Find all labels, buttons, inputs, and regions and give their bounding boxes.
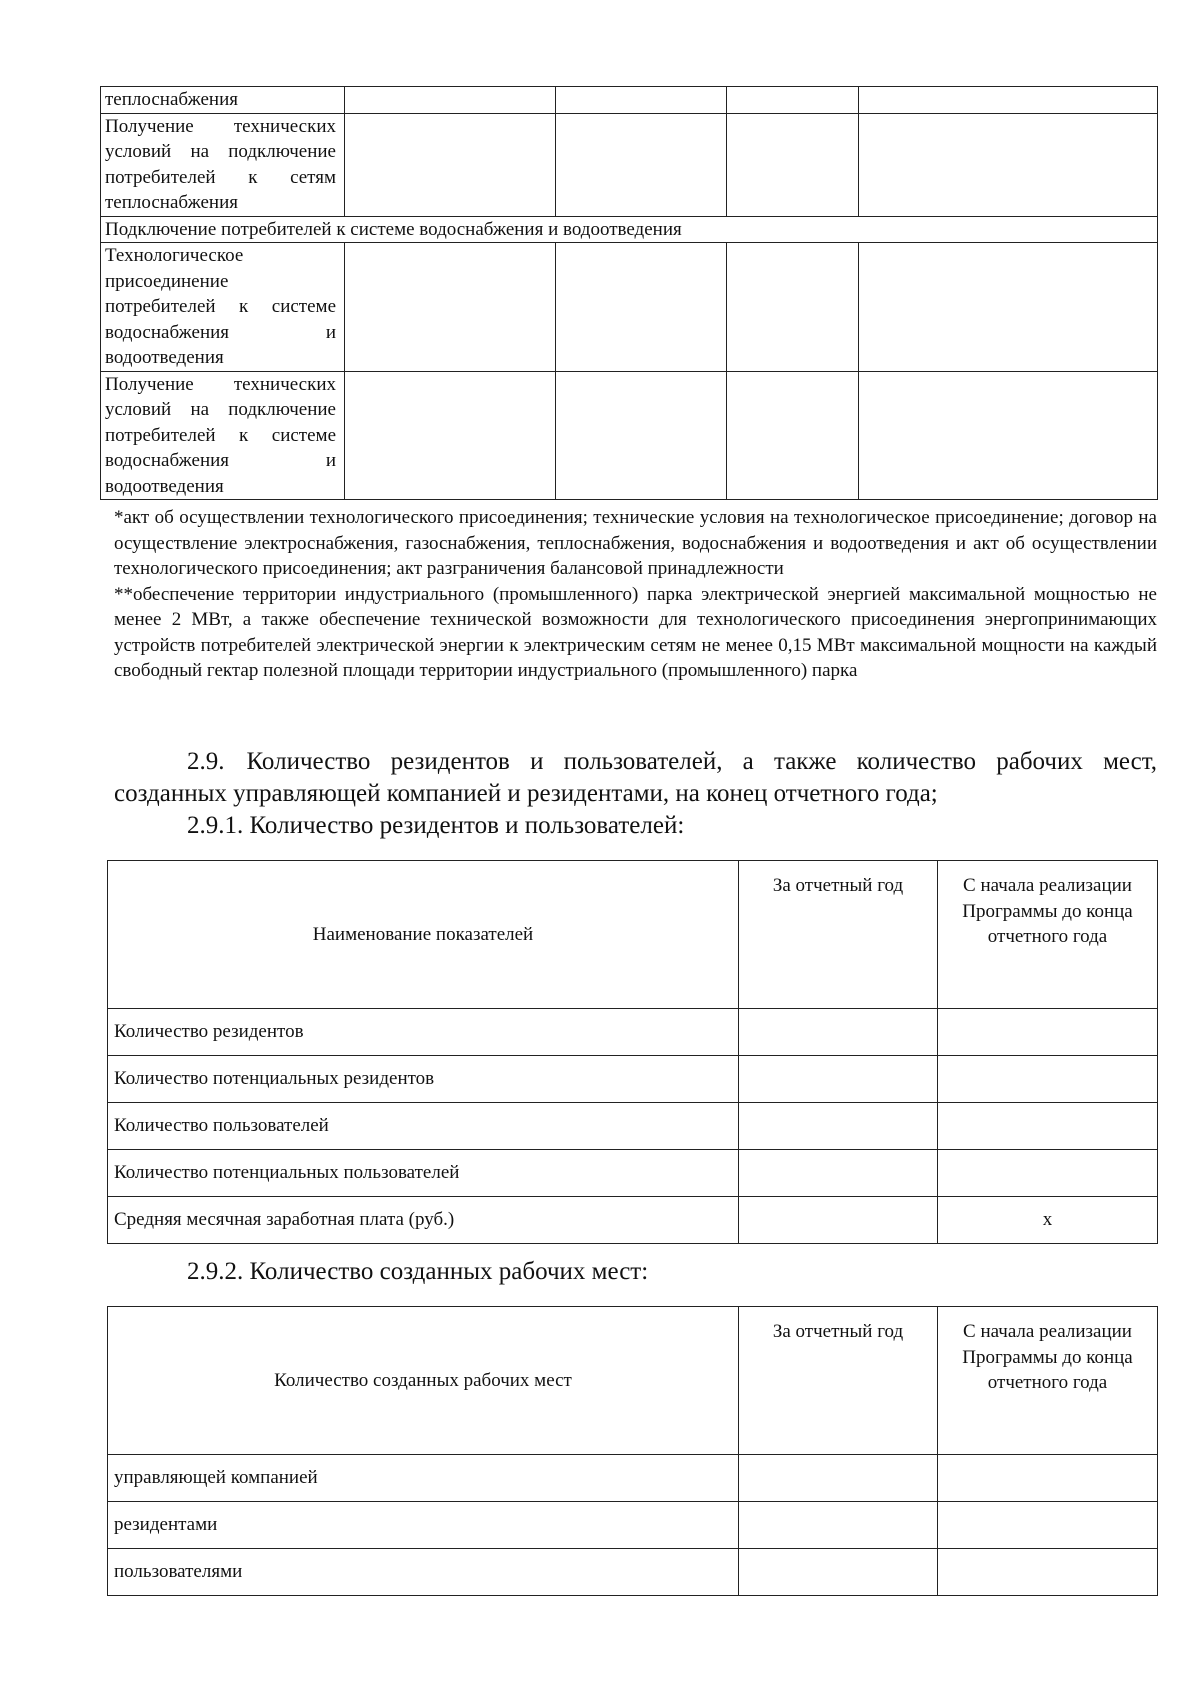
header-reporting-year: За отчетный год: [739, 1307, 938, 1455]
header-since-start: С начала реализации Программы до конца отчетного года: [938, 1307, 1158, 1455]
table-cell: [859, 87, 1158, 114]
table-row: [101, 243, 1158, 372]
section-row: [101, 216, 1158, 243]
table-row: [101, 371, 1158, 500]
table-row: [108, 1103, 1158, 1150]
table-row: [108, 1150, 1158, 1197]
header-reporting-year: За отчетный год: [739, 861, 938, 1009]
section-2-9-paragraph: [114, 746, 1157, 810]
cell-year: [739, 1197, 938, 1244]
subsection-2-9-1-title: 2.9.1. Количество резидентов и пользователей:: [187, 812, 685, 839]
footnotes: [114, 505, 1157, 684]
footnote-1: *акт об осуществлении технологического присоединения; технические условия на технологическое присоединение; договор на осуществление электроснабжения, газоснабжения, теплоснабжения, водоснабжения и водоотведения и акт об осуществлении технологического присоединения; акт разграничения балансовой принадлежности: [114, 507, 1157, 579]
cell-year: [739, 1056, 938, 1103]
table-row: [108, 1009, 1158, 1056]
cell-year: [739, 1549, 938, 1596]
table-row: [108, 1197, 1158, 1244]
cell-year: [739, 1150, 938, 1197]
table-cell: [556, 371, 727, 500]
cell-since: [938, 1455, 1158, 1502]
residents-table: [107, 860, 1158, 1244]
row-label: Средняя месячная заработная плата (руб.): [108, 1197, 739, 1244]
table-cell: [556, 243, 727, 372]
table-header-row: [108, 861, 1158, 1009]
row-label: Получение технических условий на подключение потребителей к системе водоснабжения и водоотведения: [101, 371, 345, 500]
table-header-row: [108, 1307, 1158, 1455]
row-label: Получение технических условий на подключение потребителей к сетям теплоснабжения: [101, 113, 345, 216]
table-cell: [859, 113, 1158, 216]
cell-since: [938, 1549, 1158, 1596]
table-cell: [345, 87, 556, 114]
connection-table: [100, 86, 1158, 500]
section-label: Подключение потребителей к системе водоснабжения и водоотведения: [101, 216, 1158, 243]
table-cell: [727, 243, 859, 372]
row-label: пользователями: [108, 1549, 739, 1596]
table-cell: [345, 113, 556, 216]
cell-since: [938, 1103, 1158, 1150]
table-cell: [345, 243, 556, 372]
table-row: [108, 1455, 1158, 1502]
header-name: Наименование показателей: [108, 861, 739, 1009]
cell-since: [938, 1056, 1158, 1103]
section-text: Количество резидентов и пользователей, а также количество рабочих мест, созданных управляющей компанией и резидентами, на конец отчетного года;: [114, 748, 1157, 807]
row-label: управляющей компанией: [108, 1455, 739, 1502]
cell-year: [739, 1455, 938, 1502]
header-since-start: С начала реализации Программы до конца отчетного года: [938, 861, 1158, 1009]
table-row: [108, 1549, 1158, 1596]
cell-year: [739, 1009, 938, 1056]
footnote-2: **обеспечение территории индустриального (промышленного) парка электрической энергией максимальной мощностью не менее 2 МВт, а также обеспечение технической возможности для технологического присоединения энергопринимающих устройств потребителей электрической энергии к электрическим сетям не менее 0,15 МВт максимальной мощности на каждый свободный гектар полезной площади территории индустриального (промышленного) парка: [114, 583, 1157, 681]
cell-since: х: [938, 1197, 1158, 1244]
table-cell: [556, 113, 727, 216]
table-row: [108, 1502, 1158, 1549]
row-label: резидентами: [108, 1502, 739, 1549]
cell-year: [739, 1502, 938, 1549]
subsection-2-9-2-title: 2.9.2. Количество созданных рабочих мест:: [187, 1258, 649, 1285]
header-name: Количество созданных рабочих мест: [108, 1307, 739, 1455]
table-row: [101, 87, 1158, 114]
cell-since: [938, 1150, 1158, 1197]
row-label: теплоснабжения: [101, 87, 345, 114]
table-cell: [727, 87, 859, 114]
row-label: Количество потенциальных резидентов: [108, 1056, 739, 1103]
row-label: Количество пользователей: [108, 1103, 739, 1150]
table-cell: [859, 371, 1158, 500]
cell-since: [938, 1009, 1158, 1056]
table-cell: [556, 87, 727, 114]
table-cell: [727, 113, 859, 216]
row-label: Количество потенциальных пользователей: [108, 1150, 739, 1197]
row-label: Количество резидентов: [108, 1009, 739, 1056]
table-cell: [345, 371, 556, 500]
cell-since: [938, 1502, 1158, 1549]
table-cell: [727, 371, 859, 500]
cell-year: [739, 1103, 938, 1150]
table-row: [108, 1056, 1158, 1103]
row-label: Технологическое присоединение потребителей к системе водоснабжения и водоотведения: [101, 243, 345, 372]
section-number: 2.9.: [187, 748, 225, 775]
table-row: [101, 113, 1158, 216]
jobs-table: [107, 1306, 1158, 1596]
table-cell: [859, 243, 1158, 372]
